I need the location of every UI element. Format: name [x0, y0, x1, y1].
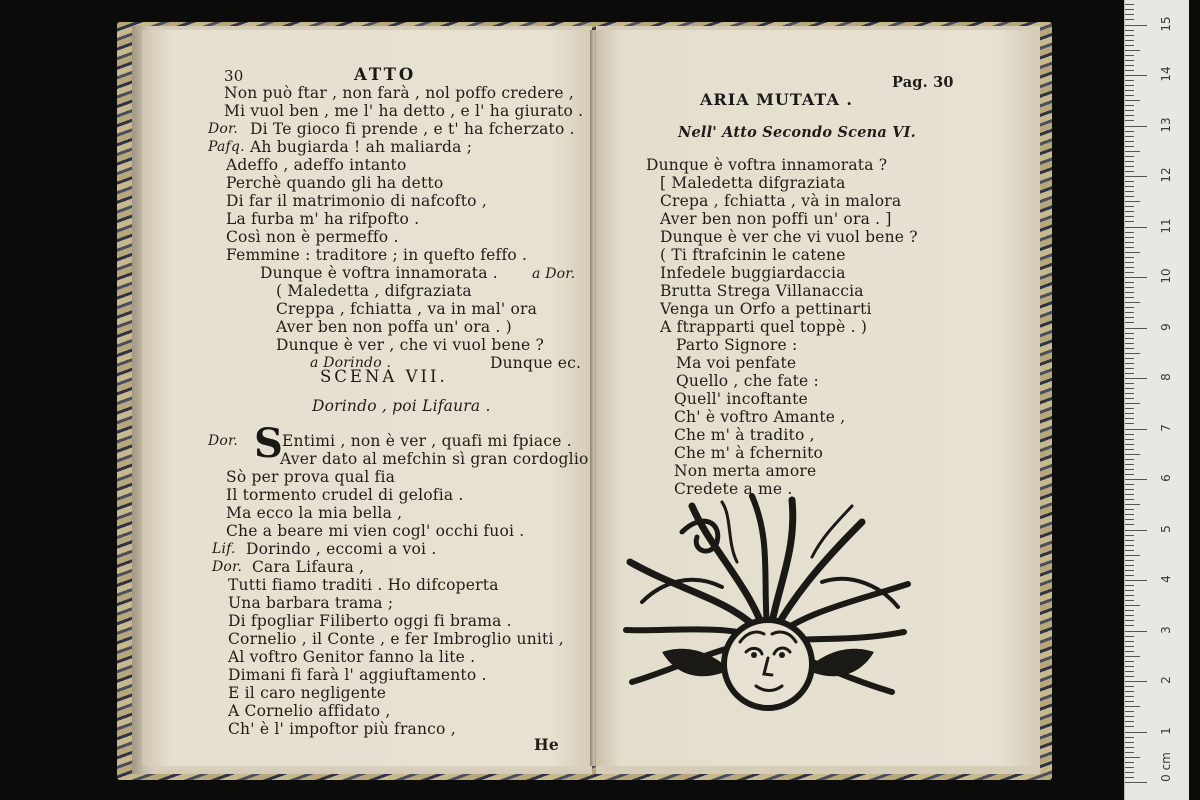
text-line: Che m' à tradito ,: [674, 426, 815, 444]
text-line: Aver dato al mefchin sì gran cordoglio: [280, 450, 589, 468]
ruler-tick: [1125, 676, 1134, 677]
ruler-tick: [1125, 636, 1134, 637]
ruler-tick: [1125, 40, 1134, 41]
speaker-label: Dor.: [212, 559, 243, 575]
scene-title: SCENA VII.: [320, 367, 448, 386]
text-line: Dunque è ver che vi vuol bene ?: [660, 228, 918, 246]
page-number: 30: [224, 67, 244, 85]
ruler-tick: [1125, 221, 1134, 222]
ruler-tick: [1125, 434, 1134, 435]
ruler-tick: [1125, 429, 1147, 430]
ruler-tick: [1125, 696, 1134, 697]
text-line: Parto Signore :: [676, 336, 798, 354]
ruler-tick: [1125, 307, 1134, 308]
ruler-tick: [1125, 641, 1134, 642]
ruler-tick: [1125, 524, 1134, 525]
ruler-tick: [1125, 600, 1134, 601]
ruler-tick: [1125, 691, 1134, 692]
ruler-tick: [1125, 686, 1134, 687]
text-line: E il caro negligente: [228, 684, 387, 702]
ruler-tick: [1125, 363, 1134, 364]
running-head: ATTO: [354, 65, 417, 84]
ruler-tick: [1125, 737, 1134, 738]
ruler-tick: [1125, 752, 1134, 753]
ruler-tick: [1125, 535, 1134, 536]
scene-subtitle: Dorindo , poi Lifaura .: [312, 397, 491, 415]
ruler-tick: [1125, 322, 1134, 323]
ruler-tick: [1125, 560, 1134, 561]
ruler-tick: [1125, 14, 1134, 15]
ruler-tick: [1125, 449, 1134, 450]
ruler-tick: [1125, 721, 1134, 722]
ruler-tick: [1125, 267, 1134, 268]
ruler-tick: [1125, 605, 1140, 606]
ruler-tick: [1125, 742, 1134, 743]
text-line: Creppa , fchiatta , va in mal' ora: [276, 300, 538, 318]
ruler-label: 1: [1159, 726, 1173, 735]
text-line: Mi vuol ben , me l' ha detto , e l' ha giurato .: [224, 102, 584, 120]
drop-cap: S: [254, 420, 283, 467]
ruler-tick: [1125, 747, 1134, 748]
ruler-tick: [1125, 80, 1134, 81]
ruler-tick: [1125, 514, 1134, 515]
text-line: A ftrapparti quel toppè . ): [660, 318, 868, 336]
ruler-tick: [1125, 550, 1134, 551]
ruler-tick: [1125, 110, 1134, 111]
ruler-tick: [1125, 631, 1147, 632]
ruler-tick: [1125, 166, 1134, 167]
ruler-tick: [1125, 423, 1134, 424]
ruler-tick: [1125, 610, 1134, 611]
text-line: Dunque è ver , che vi vuol bene ?: [276, 336, 545, 354]
text-line: Non merta amore: [674, 462, 817, 480]
text-line: La furba m' ha rifpofto .: [226, 210, 420, 228]
speaker-label: Dor.: [208, 121, 239, 137]
ruler-tick: [1125, 484, 1134, 485]
ruler-tick: [1125, 519, 1134, 520]
ruler-label: 2: [1159, 676, 1173, 684]
text-line: Dimani fi farà l' aggiuftamento .: [228, 666, 487, 684]
ruler-tick: [1125, 418, 1134, 419]
ruler-tick: [1125, 196, 1134, 197]
text-line: Quell' incoftante: [674, 390, 808, 408]
ruler-tick: [1125, 85, 1134, 86]
ruler-tick: [1125, 530, 1147, 531]
text-line: Dunque ec.: [490, 354, 582, 372]
ruler-tick: [1125, 408, 1134, 409]
ruler-tick: [1125, 242, 1134, 243]
stage-direction: a Dorindo .: [310, 355, 392, 371]
ruler-tick: [1125, 590, 1134, 591]
text-line: Di far il matrimonio di nafcofto ,: [226, 192, 487, 210]
ruler-tick: [1125, 732, 1147, 733]
text-line: Ch' è voftro Amante ,: [674, 408, 846, 426]
ruler-tick: [1125, 509, 1134, 510]
text-line: Così non è permeffo .: [226, 228, 399, 246]
ruler-tick: [1125, 338, 1134, 339]
ruler-label: 12: [1159, 167, 1173, 183]
ruler-tick: [1125, 328, 1147, 329]
text-line: Di Te gioco fi prende , e t' ha fcherzato .: [250, 120, 575, 138]
ruler-tick: [1125, 90, 1134, 91]
ruler-tick: [1125, 762, 1134, 763]
ruler-label: 3: [1159, 625, 1173, 634]
text-line: Che m' à fchernito: [674, 444, 824, 462]
ruler-tick: [1125, 19, 1134, 20]
page-label: Pag. 30: [892, 74, 954, 91]
ruler-tick: [1125, 216, 1134, 217]
ruler-tick: [1125, 388, 1134, 389]
ruler-tick: [1125, 439, 1134, 440]
aria-subtitle: Nell' Atto Secondo Scena VI.: [678, 124, 916, 141]
ruler-tick: [1125, 646, 1134, 647]
ruler-tick: [1125, 9, 1134, 10]
ruler-tick: [1125, 413, 1134, 414]
ruler-tick: [1125, 257, 1134, 258]
ruler-label: 9: [1159, 322, 1173, 331]
ruler-tick: [1125, 575, 1134, 576]
ruler-label: 10: [1159, 268, 1173, 284]
sun-face-woodcut-icon: [622, 492, 914, 722]
ruler-tick: [1125, 252, 1140, 253]
ruler-tick: [1125, 227, 1147, 228]
text-line: Non può ftar , non farà , nol poffo credere ,: [224, 84, 574, 102]
ruler-tick: [1125, 595, 1134, 596]
ruler-tick: [1125, 317, 1134, 318]
ruler-tick: [1125, 757, 1140, 758]
ruler-tick: [1125, 348, 1134, 349]
text-line: ( Maledetta , difgraziata: [276, 282, 472, 300]
left-page: [142, 30, 594, 766]
ruler-tick: [1125, 545, 1134, 546]
ruler-tick: [1125, 540, 1134, 541]
ruler-tick: [1125, 146, 1134, 147]
text-line: Cara Lifaura ,: [252, 558, 365, 576]
ruler-tick: [1125, 312, 1134, 313]
ruler-tick: [1125, 459, 1134, 460]
text-line: Ma ecco la mia bella ,: [226, 504, 403, 522]
ruler-label: 4: [1159, 575, 1173, 583]
text-line: Infedele buggiardaccia: [660, 264, 846, 282]
ruler-tick: [1125, 206, 1134, 207]
ruler-tick: [1125, 161, 1134, 162]
ruler-tick: [1125, 666, 1134, 667]
ruler-tick: [1125, 656, 1140, 657]
text-line: Di fpogliar Filiberto oggi fi brama .: [228, 612, 512, 630]
ruler-tick: [1125, 393, 1134, 394]
ruler-tick: [1125, 651, 1134, 652]
ruler-tick: [1125, 555, 1140, 556]
ruler-tick: [1125, 474, 1134, 475]
ruler-tick: [1125, 580, 1147, 581]
text-line: Ch' è l' impoftor più franco ,: [228, 720, 456, 738]
ruler-tick: [1125, 681, 1147, 682]
ruler-tick: [1125, 661, 1134, 662]
text-line: A Cornelio affidato ,: [228, 702, 391, 720]
text-line: Crepa , fchiatta , và in malora: [660, 192, 902, 210]
ruler-tick: [1125, 343, 1134, 344]
ruler-tick: [1125, 191, 1134, 192]
ruler-tick: [1125, 75, 1147, 76]
text-line: Entimi , non è ver , quafi mi fpiace .: [282, 432, 572, 450]
ruler-tick: [1125, 131, 1134, 132]
ruler-tick: [1125, 176, 1147, 177]
ruler-label: 0 cm: [1159, 752, 1173, 782]
text-line: Perchè quando gli ha detto: [226, 174, 444, 192]
catchword: He: [534, 735, 559, 754]
ruler-tick: [1125, 136, 1134, 137]
ruler-tick: [1125, 494, 1134, 495]
text-line: Aver ben non poffi un' ora . ]: [660, 210, 892, 228]
ruler-tick: [1125, 454, 1140, 455]
ruler-label: 8: [1159, 373, 1173, 381]
ruler-tick: [1125, 60, 1134, 61]
ruler-tick: [1125, 625, 1134, 626]
text-line: ( Ti ftrafcinin le catene: [660, 246, 846, 264]
ruler-tick: [1125, 373, 1134, 374]
ruler-label: 7: [1159, 423, 1173, 432]
ruler-tick: [1125, 4, 1134, 5]
text-line: Ma voi penfate: [676, 354, 797, 372]
ruler-tick: [1125, 50, 1140, 51]
speaker-label: Dor.: [208, 433, 239, 449]
ruler-tick: [1125, 772, 1134, 773]
ruler-tick: [1125, 30, 1134, 31]
ruler-tick: [1125, 126, 1147, 127]
ruler-tick: [1125, 35, 1134, 36]
text-line: Credete a me .: [674, 480, 793, 498]
ruler-tick: [1125, 272, 1134, 273]
ruler-tick: [1125, 151, 1140, 152]
text-line: [ Maledetta difgraziata: [660, 174, 846, 192]
text-line: Al voftro Genitor fanno la lite .: [228, 648, 476, 666]
ruler-tick: [1125, 398, 1134, 399]
ruler-tick: [1125, 115, 1134, 116]
ruler-tick: [1125, 105, 1134, 106]
ruler-tick: [1125, 570, 1134, 571]
ruler-tick: [1125, 444, 1134, 445]
ruler-tick: [1125, 378, 1147, 379]
text-line: Il tormento crudel di gelofia .: [226, 486, 464, 504]
ruler-tick: [1125, 489, 1134, 490]
ruler-tick: [1125, 479, 1147, 480]
ruler-tick: [1125, 716, 1134, 717]
text-line: Venga un Orfo a pettinarti: [660, 300, 872, 318]
ruler-tick: [1125, 464, 1134, 465]
speaker-label: Lif.: [212, 541, 236, 557]
text-line: Cornelio , il Conte , e fer Imbroglio uniti ,: [228, 630, 564, 648]
ruler-tick: [1125, 156, 1134, 157]
ruler-tick: [1125, 297, 1134, 298]
ruler-tick: [1125, 100, 1140, 101]
ruler-tick: [1125, 25, 1147, 26]
ruler-tick: [1125, 211, 1134, 212]
ruler-tick: [1125, 237, 1134, 238]
ruler-label: 11: [1159, 217, 1173, 234]
ruler-tick: [1125, 181, 1134, 182]
ruler-tick: [1125, 95, 1134, 96]
ruler-tick: [1125, 782, 1147, 783]
text-line: Ah bugiarda ! ah maliarda ;: [250, 138, 473, 156]
ruler-tick: [1125, 585, 1134, 586]
ruler-tick: [1125, 232, 1134, 233]
text-line: Dunque è voftra innamorata .: [260, 264, 498, 282]
ruler-tick: [1125, 403, 1140, 404]
stage-direction: a Dor.: [532, 266, 576, 282]
ruler-tick: [1125, 353, 1140, 354]
ruler-tick: [1125, 615, 1134, 616]
ruler-tick: [1125, 711, 1134, 712]
text-line: Quello , che fate :: [676, 372, 819, 390]
text-line: Una barbara trama ;: [228, 594, 394, 612]
text-line: Sò per prova qual fia: [226, 468, 396, 486]
ruler-label: 13: [1159, 116, 1173, 133]
ruler-tick: [1125, 671, 1134, 672]
ruler-tick: [1125, 701, 1134, 702]
text-line: Brutta Strega Villanaccia: [660, 282, 864, 300]
ruler-tick: [1125, 726, 1134, 727]
ruler-label: 6: [1159, 474, 1173, 482]
text-line: Femmine : traditore ; in quefto feffo .: [226, 246, 528, 264]
ruler-tick: [1125, 302, 1140, 303]
ruler-tick: [1125, 70, 1134, 71]
ruler-tick: [1125, 292, 1134, 293]
text-line: Aver ben non poffa un' ora . ): [276, 318, 512, 336]
ruler-tick: [1125, 247, 1134, 248]
ruler-tick: [1125, 282, 1134, 283]
ruler-tick: [1125, 499, 1134, 500]
measuring-ruler: [1124, 0, 1189, 800]
speaker-label: Pafq.: [208, 139, 245, 155]
ruler-tick: [1125, 368, 1134, 369]
ruler-tick: [1125, 65, 1134, 66]
ruler-tick: [1125, 55, 1134, 56]
text-line: Che a beare mi vien cogl' occhi fuoi .: [226, 522, 525, 540]
ruler-label: 14: [1159, 66, 1173, 82]
ruler-tick: [1125, 287, 1134, 288]
ruler-tick: [1125, 383, 1134, 384]
ruler-tick: [1125, 201, 1140, 202]
ruler-tick: [1125, 333, 1134, 334]
ruler-tick: [1125, 120, 1134, 121]
ruler-tick: [1125, 777, 1134, 778]
ruler-tick: [1125, 767, 1134, 768]
ruler-tick: [1125, 565, 1134, 566]
ruler-label: 5: [1159, 524, 1173, 533]
ruler-tick: [1125, 620, 1134, 621]
ruler-tick: [1125, 469, 1134, 470]
ruler-tick: [1125, 504, 1140, 505]
text-line: Adeffo , adeffo intanto: [226, 156, 407, 174]
aria-title: ARIA MUTATA .: [700, 90, 853, 109]
ruler-tick: [1125, 358, 1134, 359]
ruler-tick: [1125, 171, 1134, 172]
ruler-tick: [1125, 262, 1134, 263]
ruler-tick: [1125, 45, 1134, 46]
ruler-tick: [1125, 186, 1134, 187]
ruler-tick: [1125, 277, 1147, 278]
text-line: Dorindo , eccomi a voi .: [246, 540, 437, 558]
text-line: Tutti fiamo traditi . Ho difcoperta: [228, 576, 499, 594]
ruler-label: 15: [1159, 15, 1173, 32]
ruler-tick: [1125, 706, 1140, 707]
ruler-tick: [1125, 141, 1134, 142]
text-line: Dunque è voftra innamorata ?: [646, 156, 888, 174]
